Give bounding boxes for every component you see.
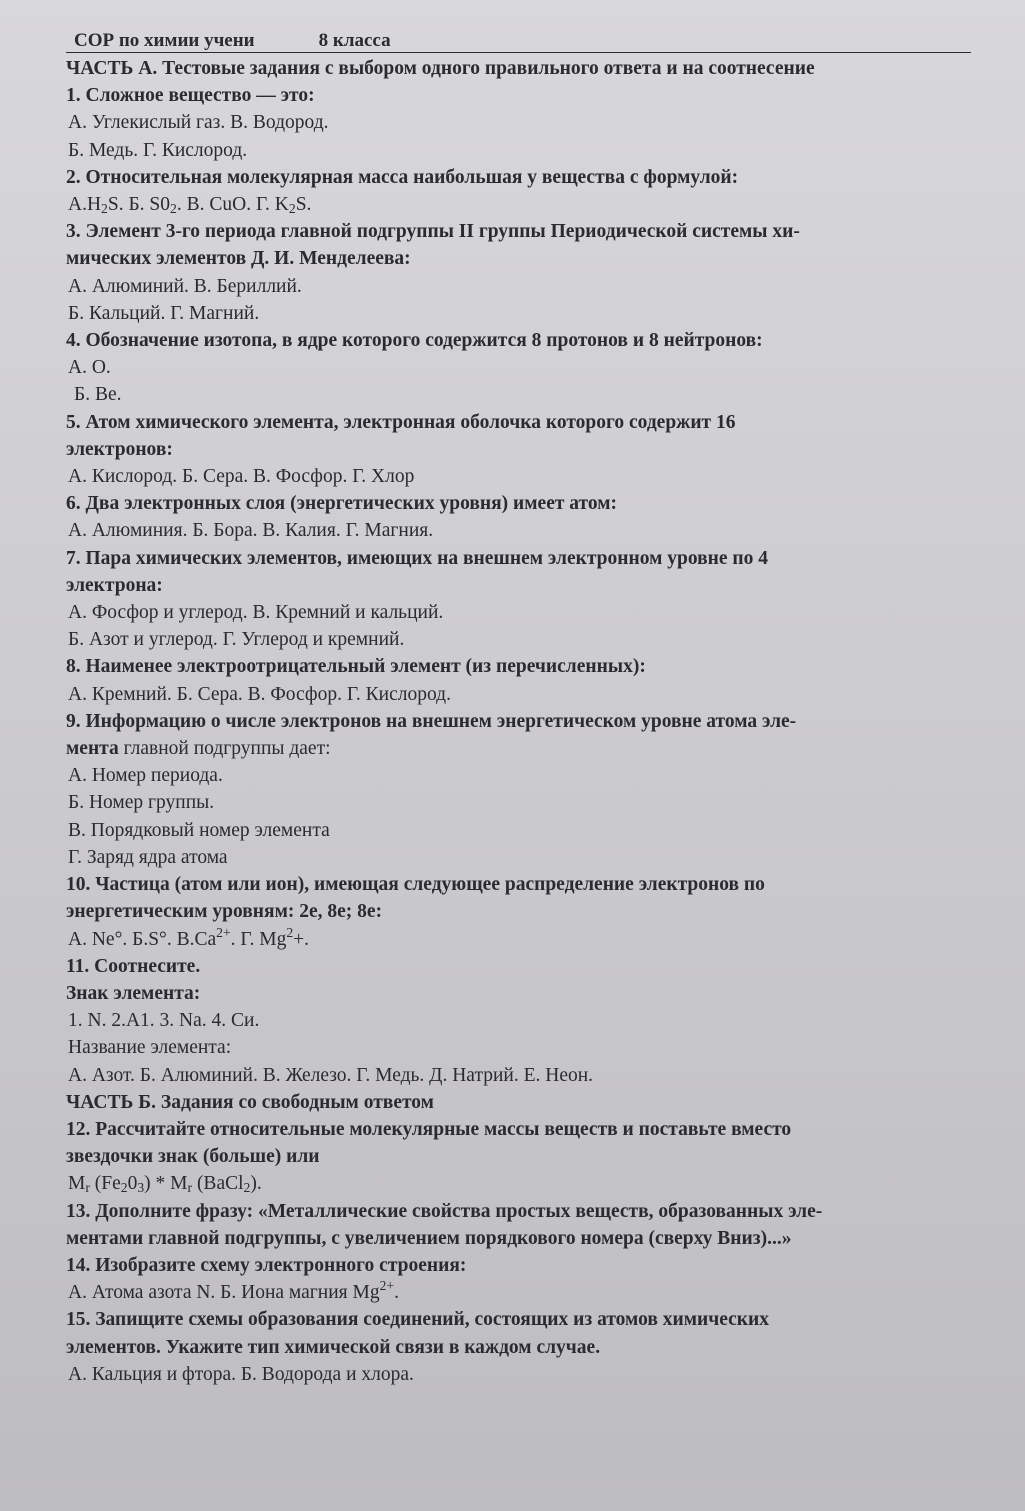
- question-9-line-1: 9. Информацию о числе электронов на внешнем энергетическом уровне атома эле-: [66, 710, 797, 732]
- question-2: 2. Относительная молекулярная масса наибольшая у вещества с формулой:: [66, 166, 739, 188]
- question-5-answers: А. Кислород. Б. Сера. В. Фосфор. Г. Хлор: [68, 466, 415, 488]
- question-13-line-2: ментами главной подгруппы, с увеличением порядкового номера (сверху Вниз)...»: [66, 1227, 792, 1249]
- question-1: 1. Сложное вещество — это:: [66, 85, 315, 107]
- part-b-title: ЧАСТЬ Б. Задания со свободным ответом: [66, 1091, 434, 1113]
- question-1-answers-1: А. Углекислый газ. В. Водород.: [68, 112, 329, 134]
- question-6: 6. Два электронных слоя (энергетических уровня) имеет атом:: [66, 493, 618, 515]
- question-3-answers-1: А. Алюминий. В. Бериллий.: [68, 275, 302, 297]
- question-6-answers: А. Алюминия. Б. Бора. В. Калия. Г. Магния.: [68, 520, 434, 542]
- question-5-line-1: 5. Атом химического элемента, электронная оболочка которого содержит 16: [66, 411, 736, 433]
- question-2-answers: $А.H_2S$. Б. $S0_2$. В. CuO. Г. $K_2S$.: [68, 194, 312, 217]
- question-12-formula: $M_r$ $(Fe_20_3) * M_r$ (BaCl$_2$).: [68, 1173, 262, 1196]
- question-7-line-2: электрона:: [66, 574, 163, 596]
- question-7-answers-2: Б. Азот и углерод. Г. Углерод и кремний.: [68, 629, 405, 651]
- question-11-names: А. Азот. Б. Алюминий. В. Железо. Г. Медь. Д. Натрий. Е. Неон.: [68, 1064, 594, 1086]
- question-3-line-2: мических элементов Д. И. Менделеева:: [66, 248, 411, 270]
- question-1-answers-2: Б. Медь. Г. Кислород.: [68, 139, 248, 161]
- question-15-line-1: 15. Запищите схемы образования соединений, состоящих из атомов химических: [66, 1309, 770, 1331]
- question-10-line-2: энергетическим уровням: 2е, 8е; 8е:: [66, 901, 383, 923]
- question-11-signs: 1. N. 2.A1. 3. Na. 4. Си.: [68, 1010, 260, 1032]
- question-15-line-2: элементов. Укажите тип химической связи в каждом случае.: [66, 1336, 601, 1358]
- page-header: [66, 30, 971, 53]
- question-10-line-1: 10. Частица (атом или ион), имеющая следующее распределение электронов по: [66, 874, 765, 896]
- question-11-sign-title: Знак элемента:: [66, 982, 201, 1004]
- question-7-answers-1: А. Фосфор и углерод. В. Кремний и кальций.: [68, 602, 444, 624]
- question-4-answers-1: А. О.: [68, 357, 111, 379]
- question-12-line-2: звездочки знак (больше) или: [66, 1146, 320, 1168]
- question-14: 14. Изобразите схему электронного строения:: [66, 1254, 467, 1276]
- question-5-line-2: электронов:: [66, 438, 173, 460]
- part-a-title: ЧАСТЬ А. Тестовые задания с выбором одного правильного ответа и на соотнесение: [66, 58, 815, 79]
- question-3-line-1: 3. Элемент 3-го периода главной подгруппы II группы Периодической системы хи-: [66, 221, 800, 243]
- question-9-answer-c: В. Порядковый номер элемента: [68, 819, 330, 841]
- question-13-line-1: 13. Дополните фразу: «Металлические свойства простых веществ, образованных эле-: [66, 1200, 823, 1222]
- question-9-line-2: мента главной подгруппы дает:: [66, 738, 331, 760]
- question-4: 4. Обозначение изотопа, в ядре которого содержится 8 протонов и 8 нейтронов:: [66, 330, 763, 352]
- question-14-answers: А. Атома азота N. Б. Иона магния $Mg^{2+}$.: [68, 1278, 399, 1304]
- question-9-answer-b: Б. Номер группы.: [68, 792, 215, 814]
- header-grade: 8 класса: [318, 30, 391, 51]
- question-7-line-1: 7. Пара химических элементов, имеющих на внешнем электронном уровне по 4: [66, 547, 769, 569]
- question-8: 8. Наименее электроотрицательный элемент (из перечисленных):: [66, 656, 646, 678]
- question-10-answers: А. Ne°. Б.S°. $В.Ca^{2+}$. Г. $Mg^2+$.: [68, 924, 310, 950]
- question-9-answer-d: Г. Заряд ядра атома: [68, 846, 228, 868]
- question-8-answers: А. Кремний. Б. Сера. В. Фосфор. Г. Кислород.: [68, 683, 451, 705]
- question-3-answers-2: Б. Кальций. Г. Магний.: [68, 302, 260, 324]
- question-9-answer-a: А. Номер периода.: [68, 765, 223, 787]
- question-12-line-1: 12. Рассчитайте относительные молекулярные массы веществ и поставьте вместо: [66, 1118, 792, 1140]
- question-11-name-title: Название элемента:: [68, 1037, 232, 1059]
- question-15-answers: А. Кальция и фтора. Б. Водорода и хлора.: [68, 1363, 414, 1385]
- header-title: СОР по химии учени: [74, 30, 255, 51]
- question-11: 11. Соотнесите.: [66, 955, 201, 977]
- question-4-answers-2: Б. Ве.: [74, 384, 122, 406]
- document-body: [66, 30, 971, 1388]
